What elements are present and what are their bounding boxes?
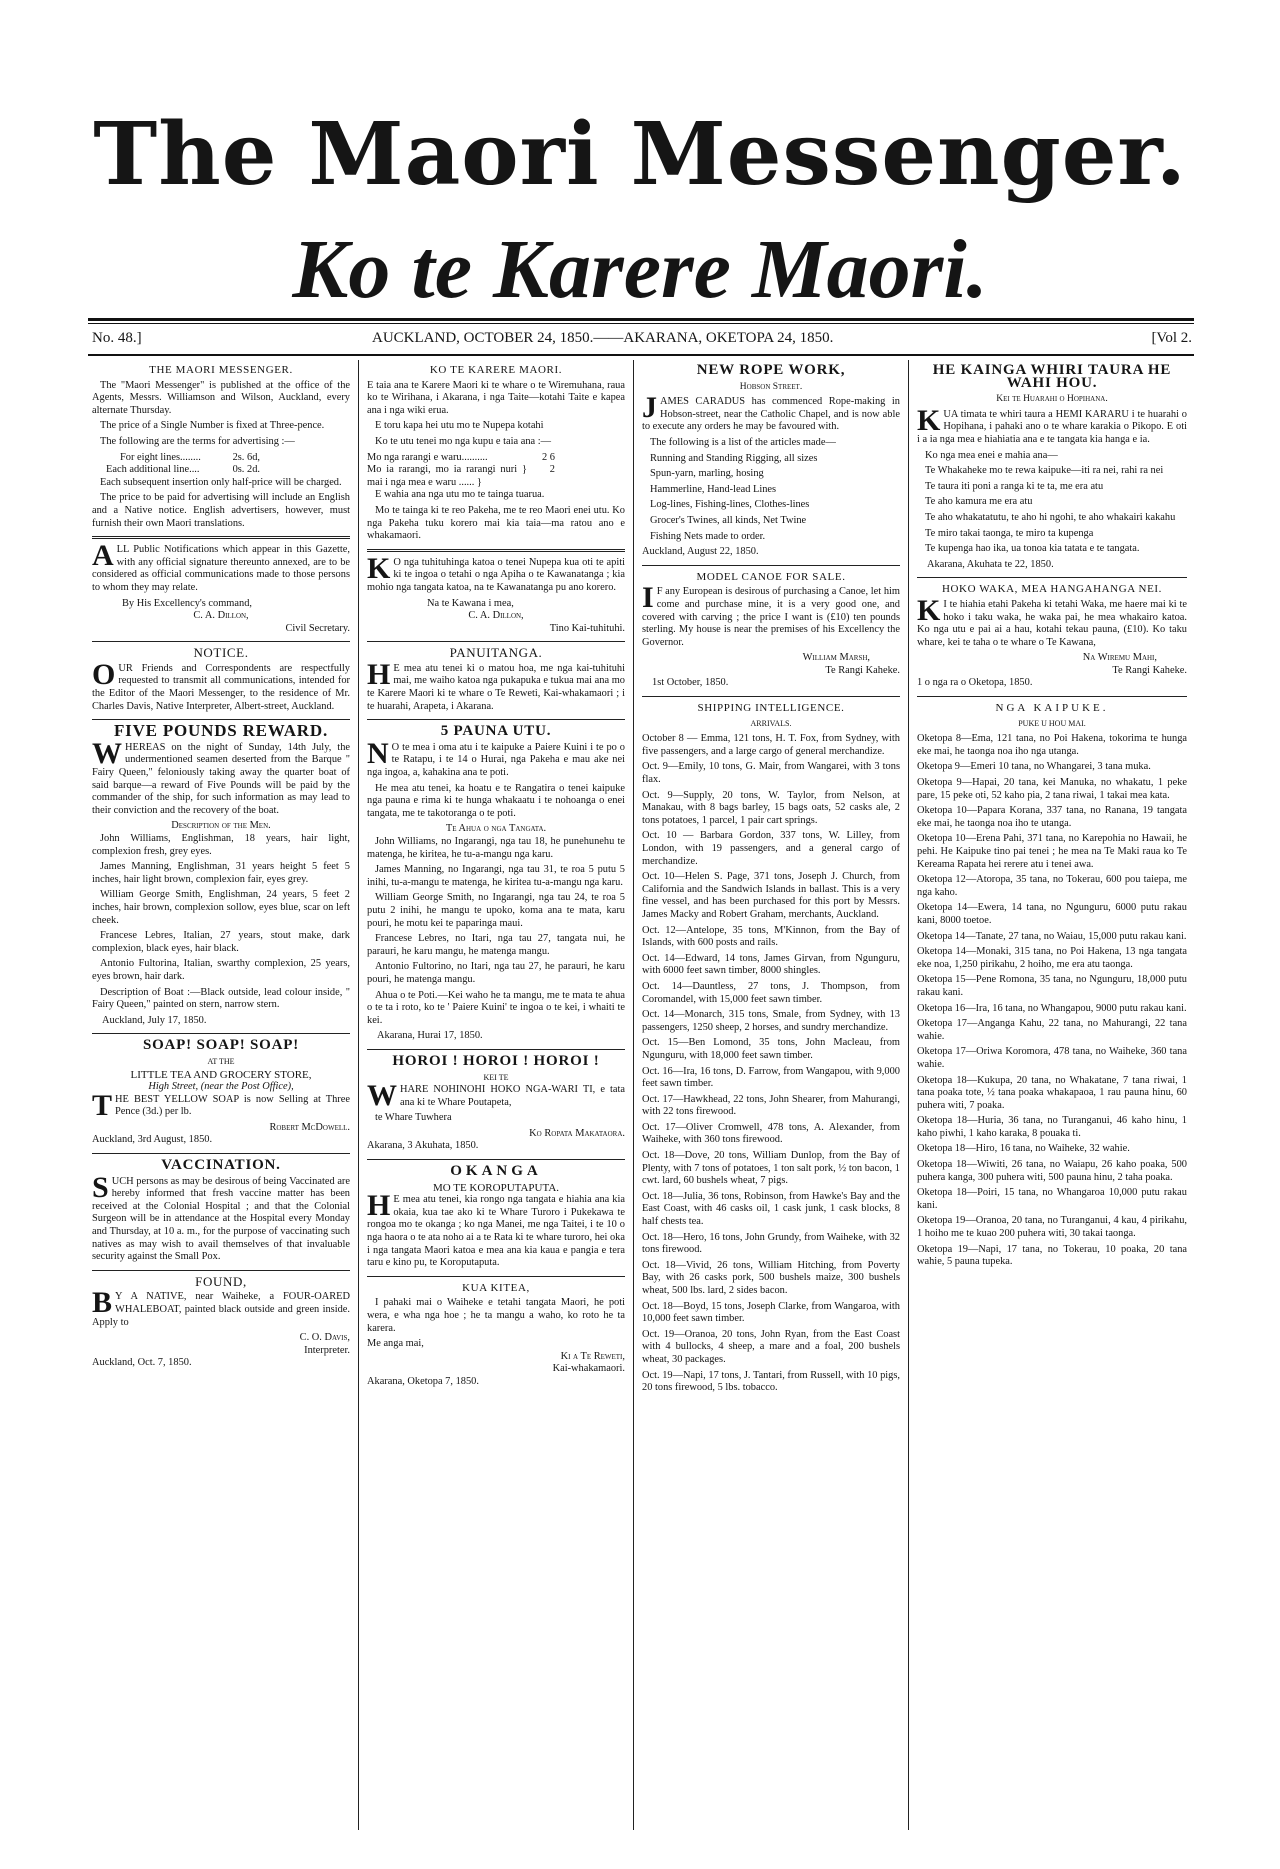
separator bbox=[917, 696, 1187, 697]
dateline-text: Auckland, Oct. 7, 1850. bbox=[92, 1357, 192, 1369]
signature-line: Te Rangi Kaheke. bbox=[825, 664, 900, 676]
store-name: LITTLE TEA AND GROCERY STORE, bbox=[130, 1068, 312, 1081]
article-subheading: ARRIVALS. bbox=[750, 718, 792, 728]
shipping-arrival: Oketopa 19—Oranoa, 20 tana, no Turanganui, 4 kau, 4 pirikahu, 1 hoiho me te kuao 200 puhera witi, 30 takai taonga. bbox=[917, 1215, 1187, 1240]
shipping-arrival: Oketopa 17—Anganga Kahu, 22 tana, no Mahurangi, 22 tana wahie. bbox=[917, 1018, 1187, 1042]
price-value: 2s. 6d, bbox=[232, 451, 260, 463]
paragraph: The price to be paid for advertising will include an English and a Native notice. English advertisers, however, must furnish their own Maori translations. bbox=[92, 492, 350, 529]
paragraph: Antonio Fultorina, Italian, swarthy complexion, 25 years, eyes brown, hair dark. bbox=[92, 958, 350, 982]
article-heading: MODEL CANOE FOR SALE. bbox=[696, 570, 846, 583]
column-divider bbox=[633, 360, 634, 1830]
column-divider bbox=[908, 360, 909, 1830]
paragraph: William George Smith, Englishman, 24 years, 5 feet 2 inches, hair brown, complexion sollow, eyes blue, scar on left cheek. bbox=[92, 889, 350, 926]
paragraph: Antonio Fultorino, no Itari, nga tau 27, he parauri, he karu pouri, he matenga mangu. bbox=[367, 961, 625, 985]
paragraph: Ahua o te Poti.—Kei waho he ta mangu, me te mata te ahua o te ta i roto, ko te ' Paiere Kuini' te ingoa o te kei, i whaiti te kei. bbox=[367, 989, 625, 1026]
paragraph: James Manning, no Ingarangi, nga tau 31, te roa 5 putu 5 inihi, tu-a-mangu te matenga, he kiritea tu-a-mangu nga karu. bbox=[367, 864, 625, 888]
paragraph: Francese Lebres, Italian, 27 years, stout make, dark complexion, black eyes, hair black. bbox=[92, 930, 350, 954]
article-heading: THE MAORI MESSENGER. bbox=[149, 364, 293, 376]
shipping-arrival: Oketopa 12—Atoropa, 35 tana, no Tokerau, 600 pou taiepa, me nga kaho. bbox=[917, 874, 1187, 898]
list-item: Te Whakaheke mo te rewa kaipuke—iti ra nei, rahi ra nei bbox=[925, 465, 1164, 477]
price-value: 2 6 bbox=[542, 451, 555, 463]
separator bbox=[92, 1153, 350, 1154]
shipping-arrival: Oketopa 14—Monaki, 315 tana, no Poi Hakena, 13 nga tangata eke noa, 1,250 pirikahu, 2 hoiho, me era atu taonga. bbox=[917, 946, 1187, 970]
list-item: Ko nga mea enei e mahia ana— bbox=[925, 449, 1058, 461]
separator bbox=[367, 549, 625, 552]
volume-number: [Vol 2. bbox=[1151, 330, 1192, 346]
separator bbox=[92, 1033, 350, 1034]
separator bbox=[917, 577, 1187, 578]
article-subheading: Kei te Huarahi o Hopihana. bbox=[996, 394, 1108, 405]
paragraph: Description of Boat :—Black outside, lead colour inside, " Fairy Queen," painted on stern, narrow stern. bbox=[92, 986, 350, 1011]
list-item: Te miro takai taonga, te miro ta kupenga bbox=[925, 527, 1094, 539]
article-heading: KO TE KARERE MAORI. bbox=[429, 364, 563, 376]
article-heading: VACCINATION. bbox=[161, 1157, 281, 1174]
separator bbox=[92, 719, 350, 720]
paragraph: The price of a Single Number is fixed at Three-pence. bbox=[100, 420, 325, 432]
signature-line: Tino Kai-tuhituhi. bbox=[549, 622, 625, 634]
shipping-arrival: Oketopa 9—Emeri 10 tana, no Whangarei, 3 tana muka. bbox=[917, 761, 1151, 773]
list-item: Log-lines, Fishing-lines, Clothes-lines bbox=[650, 499, 810, 511]
paragraph: KO nga tuhituhinga katoa o tenei Nupepa kua oti te apiti ki te ingoa o tetahi o nga Apiha o te Kawanatanga ; kia mohio nga tangata katoa, na te Kawanatanga pu ano korero. bbox=[367, 551, 625, 593]
article-heading: NGA KAIPUKE. bbox=[995, 702, 1109, 715]
article-subheading: MO TE KOROPUTAPUTA. bbox=[432, 1181, 560, 1194]
shipping-arrival: Oketopa 14—Tanate, 27 tana, no Waiau, 15,000 putu rakau kani. bbox=[917, 930, 1187, 942]
separator bbox=[367, 719, 625, 720]
shipping-arrival: Oct. 14—Dauntless, 27 tons, J. Thompson, from Coromandel, with 15,000 feet sawn timber. bbox=[642, 980, 900, 1005]
article-heading: HE KAINGA WHIRI TAURA HE WAHI HOU. bbox=[932, 362, 1172, 391]
list-item: Te taura iti poni a ranga ki te ta, me era atu bbox=[925, 480, 1104, 492]
paragraph: BY A NATIVE, near Waiheke, a FOUR-OARED WHALEBOAT, painted black outside and green inside. Apply to bbox=[92, 1286, 350, 1328]
small-text: AT THE bbox=[207, 1056, 235, 1066]
paragraph: te Whare Tuwhera bbox=[375, 1112, 452, 1124]
paragraph: Mo te tainga ki te reo Pakeha, me te reo Maori enei utu. Ko nga Pakeha tuku korero mai kia taia—ma ratou ano e whakamaori. bbox=[367, 504, 625, 542]
shipping-arrival: Oketopa 10—Papara Korana, 337 tana, no Ranana, 19 tangata eke mai, he taonga noa iho te utanga. bbox=[917, 805, 1187, 829]
signature-line: Civil Secretary. bbox=[285, 622, 350, 634]
article-heading: SHIPPING INTELLIGENCE. bbox=[697, 702, 845, 715]
shipping-arrival: Oct. 18—Boyd, 15 tons, Joseph Clarke, from Wangaroa, with 10,000 feet sawn timber. bbox=[642, 1300, 900, 1325]
dateline-text: Akarana, 3 Akuhata, 1850. bbox=[367, 1140, 479, 1152]
paragraph: HE mea atu tenei ki o matou hoa, me nga kai-tuhituhi mai, me waiho katoa nga pukapuka e tukua mai ana mo te Karere Maori ki te whare o Te Reweti, Kai-whakamaori ; i te huarahi, Arapeta, i Akarana. bbox=[367, 657, 625, 712]
paragraph: E taia ana te Karere Maori ki te whare o te Wiremuhana, raua ko te Wirihana, i Akarana, i nga Taite—kotahi Taite e kapea ana i nga wiki erua. bbox=[367, 379, 625, 416]
shipping-arrival: Oketopa 18—Poiri, 15 tana, no Whangaroa 10,000 putu rakau kani. bbox=[917, 1187, 1187, 1211]
price-value: 2 bbox=[549, 464, 555, 476]
shipping-arrival: Oct. 9—Supply, 20 tons, W. Taylor, from Nelson, at Manakau, with 8 bags barley, 15 bags oats, 52 casks ale, 2 tons potatoes, 1 parcel, 1 pair cart springs. bbox=[642, 789, 900, 826]
separator bbox=[367, 1276, 625, 1277]
signature-line: By His Excellency's command, bbox=[122, 597, 252, 609]
paragraph: Each subsequent insertion only half-price will be charged. bbox=[100, 476, 342, 488]
separator bbox=[92, 641, 350, 642]
shipping-arrival: Oct. 19—Napi, 17 tons, J. Tantari, from Russell, with 10 pigs, 20 tons firewood, 5 lbs. tobacco. bbox=[642, 1369, 900, 1394]
shipping-arrival: Oketopa 17—Oriwa Koromora, 478 tana, no Waiheke, 360 tana wahie. bbox=[917, 1046, 1187, 1070]
article-heading: OKANGA bbox=[450, 1163, 542, 1180]
shipping-arrival: Oct. 14—Edward, 14 tons, James Girvan, from Ngunguru, with 6000 feet sawn timber, 8000 shingles. bbox=[642, 952, 900, 977]
list-item: Hammerline, Hand-lead Lines bbox=[650, 483, 777, 495]
shipping-arrival: Oct. 18—Vivid, 26 tons, William Hitching, from Poverty Bay, with 26 casks pork, 500 bushels maize, 300 bushels wheat, 500 lbs. lard, 2 sides bacon. bbox=[642, 1259, 900, 1296]
list-item: Te kupenga hao ika, ua tonoa kia tatata e te tangata. bbox=[925, 543, 1140, 555]
dateline-text: Akarana, Akuhata te 22, 1850. bbox=[927, 558, 1054, 570]
separator bbox=[367, 1159, 625, 1160]
dateline bbox=[92, 330, 1192, 352]
column-2 bbox=[367, 360, 625, 1830]
masthead-title: The Maori Messenger. bbox=[93, 104, 1187, 205]
paragraph: John Williams, no Ingarangi, nga tau 18, he punehunehu te matenga, he kiritea, he tu-a-mangu nga karu. bbox=[367, 836, 625, 860]
separator bbox=[92, 1270, 350, 1271]
list-item: Spun-yarn, marling, hosing bbox=[650, 468, 764, 480]
paragraph: KI te hiahia etahi Pakeha ki tetahi Waka, me haere mai ki te hoko i taku waka, he waka pai, he mea whakairo katoa. Ko nga utu e pai ai a hau, kotahi tekau pauna, (£10). Ko taku whare, kei te taha o te whare o Te Kawana, bbox=[917, 593, 1187, 648]
article-subheading: PUKE U HOU MAI. bbox=[1018, 718, 1086, 728]
paragraph: KUA timata te whiri taura a HEMI KARARU i te huarahi o Hopihana, i pahaki ano o te whare karakia o Pikopo. E oti i a ia nga mea e hiahiatia ana e te tangata kia hanga e ia. bbox=[917, 403, 1187, 445]
paragraph: HE mea atu tenei, kia rongo nga tangata e hiahia ana kia okaia, kua tae ako ki te Whare Turoro i Pukekawa te rongoa mo te okanga ; ko nga Manei, me nga Taitei, i te 10 o nga haora o te ata noho ai a te Rata ki te whare turoro, hei oka i nga tangata Maori katoa e mea ana kia kaua e pangia e tera taru e kino pu, te Koroputaputa. bbox=[367, 1189, 625, 1269]
issue-date: AUCKLAND, OCTOBER 24, 1850.——AKARANA, OKETOPA 24, 1850. bbox=[372, 330, 834, 346]
paragraph: WHARE NOHINOHI HOKO NGA-WARI TI, e tata ana ki te Whare Poutapeta, bbox=[367, 1079, 625, 1113]
dateline-rule bbox=[88, 354, 1194, 356]
paragraph: ALL Public Notifications which appear in this Gazette, with any official signature thereunto annexed, are to be considered as official communications made to those persons to whom they may relate. bbox=[92, 539, 350, 593]
store-address: High Street, (near the Post Office), bbox=[148, 1081, 294, 1093]
paragraph: He mea atu tenei, ka hoatu e te Rangatira o tenei kaipuke nga pauna e rima ki te hunga whakaatu i te nohoanga o enei tangata, me te takotoranga o te poti. bbox=[367, 782, 625, 819]
issue-number: No. 48.] bbox=[92, 330, 142, 346]
shipping-arrival: Oketopa 15—Pene Romona, 35 tana, no Ngunguru, 18,000 putu rakau kani. bbox=[917, 974, 1187, 998]
price-label: Mo nga rarangi e waru.......... bbox=[367, 451, 488, 463]
paragraph: SUCH persons as may be desirous of being Vaccinated are hereby informed that fresh vaccine matter has been received at the Colonial Hospital ; and that the Colonial Surgeon will be in attendance at the Hospital every Monday and Thursday, at 10 a. m., for the purpose of vaccinating such natives as may wish to avail themselves of that invaluable security against the Small Pox. bbox=[92, 1170, 350, 1263]
dateline-text: Auckland, July 17, 1850. bbox=[102, 1014, 207, 1026]
signature-line: C. A. Dillon, bbox=[468, 610, 524, 622]
shipping-arrival: Oketopa 18—Wiwiti, 26 tana, no Waiapu, 26 kaho poaka, 500 puhera kanga, 300 puhera witi, 500 pauna hinu, 2 taha poaka. bbox=[917, 1159, 1187, 1183]
separator bbox=[642, 696, 900, 697]
article-heading: NEW ROPE WORK, bbox=[696, 362, 846, 378]
shipping-arrival: Oct. 17—Hawkhead, 22 tons, John Shearer, from Mahurangi, with 22 tons firewood. bbox=[642, 1093, 900, 1118]
signature-line: C. A. Dillon, bbox=[193, 610, 249, 622]
shipping-arrival: Oketopa 9—Hapai, 20 tana, kei Manuka, no whakatu, 1 peke pare, 15 peke oti, 52 kaho pia, 2 tana riwai, 1 takai mea kata. bbox=[917, 777, 1187, 801]
masthead-rule-thin bbox=[88, 323, 1194, 324]
paragraph: William George Smith, no Ingarangi, nga tau 24, te roa 5 putu 2 inihi, he mangu te upoko, koma ana te mata, karu pouri, he motu kei te paparinga maui. bbox=[367, 892, 625, 929]
paragraph: The following is a list of the articles made— bbox=[650, 436, 836, 448]
separator bbox=[367, 641, 625, 642]
paragraph: Me anga mai, bbox=[367, 1338, 424, 1350]
paragraph: The "Maori Messenger" is published at the office of the Agents, Messrs. Williamson and Wilson, Auckland, every alternate Thursday. bbox=[92, 379, 350, 416]
paragraph: John Williams, Englishman, 18 years, hair light, complexion fresh, grey eyes. bbox=[92, 833, 350, 857]
signature-line: Robert McDowell. bbox=[269, 1121, 350, 1133]
shipping-arrival: Oketopa 18—Kukupa, 20 tana, no Whakatane, 7 tana riwai, 1 tana poaka tote, ½ tana poaka whakapaoa, 1 rau pauna hinu, 60 puhera witi, 7 poaka. bbox=[917, 1074, 1187, 1111]
separator bbox=[367, 1049, 625, 1050]
separator bbox=[92, 536, 350, 539]
paragraph: James Manning, Englishman, 31 years height 5 feet 5 inches, hair light brown, complexion fair, eyes grey. bbox=[92, 861, 350, 885]
article-heading: HOKO WAKA, MEA HANGAHANGA NEI. bbox=[941, 583, 1163, 596]
article-heading: HOROI ! HOROI ! HOROI ! bbox=[392, 1052, 600, 1069]
shipping-arrival: Oct. 18—Hero, 16 tons, John Grundy, from Waiheke, with 32 tons firewood. bbox=[642, 1231, 900, 1256]
dateline-text: 1st October, 1850. bbox=[652, 677, 729, 689]
list-item: Running and Standing Rigging, all sizes bbox=[650, 452, 818, 464]
paragraph: WHEREAS on the night of Sunday, 14th July, the undermentioned seamen deserted from the Barque " Fairy Queen," feloniously taking away the quarter boat of said barque—a reward of Five Pounds will be paid by the commander of the ship, for such information as may lead to their conviction and the recovery of the boat. bbox=[92, 736, 350, 816]
signature-line: Na Wiremu Mahi, bbox=[1082, 652, 1157, 664]
shipping-arrival: Oketopa 16—Ira, 16 tana, no Whangapou, 9000 putu rakau kani. bbox=[917, 1002, 1187, 1014]
signature-line: Interpreter. bbox=[304, 1344, 350, 1356]
dateline-text: Akarana, Hurai 17, 1850. bbox=[377, 1030, 483, 1042]
paragraph: JAMES CARADUS has commenced Rope-making in Hobson-street, near the Catholic Chapel, and is now able to execute any orders he may be favoured with. bbox=[642, 391, 900, 433]
shipping-arrival: Oct. 10 — Barbara Gordon, 337 tons, W. Lilley, from London, with 19 passengers, and a general cargo of merchandize. bbox=[642, 830, 900, 867]
paragraph: I pahaki mai o Waiheke e tetahi tangata Maori, he poti wera, e wha nga hoe ; he ta mangu a waho, ko roto he ta karera. bbox=[367, 1297, 625, 1334]
column-4 bbox=[917, 360, 1187, 1830]
shipping-arrival: Oketopa 14—Ewera, 14 tana, no Ngunguru, 6000 putu rakau kani, 8000 toetoe. bbox=[917, 902, 1187, 926]
shipping-arrival: Oketopa 10—Erena Pahi, 371 tana, no Karepohia no Hawaii, he pehi. He Kaipuke tino pai tenei ; he mea na Te Maki raua ko Te Kereama Rapata hei rerere atu i tenei awa. bbox=[917, 833, 1187, 870]
article-heading: FOUND, bbox=[195, 1273, 247, 1289]
column-3 bbox=[642, 360, 900, 1830]
dateline-text: 1 o nga ra o Oketopa, 1850. bbox=[917, 677, 1033, 689]
sub-heading: Description of the Men. bbox=[171, 820, 271, 832]
shipping-arrival: Oct. 18—Dove, 20 tons, William Dunlop, from the Bay of Plenty, with 7 tons of potatoes, 1 ton salt pork, ½ ton bacon, 1 cwt. lard, 60 bushels wheat, 7 pigs. bbox=[642, 1150, 900, 1187]
signature-line: Na te Kawana i mea, bbox=[427, 597, 514, 609]
price-label: Each additional line.... bbox=[106, 464, 200, 476]
signature-line: Te Rangi Kaheke. bbox=[1112, 664, 1187, 676]
separator bbox=[642, 565, 900, 566]
shipping-arrival: Oct. 12—Antelope, 35 tons, M'Kinnon, from the Bay of Islands, with 600 posts and rails. bbox=[642, 924, 900, 949]
price-label: Mo ia rarangi, mo ia rarangi nuri } mai i nga mea e waru ...... } bbox=[367, 464, 527, 488]
paragraph: The following are the terms for advertising :— bbox=[100, 435, 295, 447]
shipping-arrival: Oct. 18—Julia, 36 tons, Robinson, from Hawke's Bay and the East Coast, with 46 casks oil, 1 cask junk, 1 cask blocks, 8 half chests tea. bbox=[642, 1190, 900, 1228]
paragraph: E toru kapa hei utu mo te Nupepa kotahi bbox=[375, 420, 544, 432]
signature-line: Ki a Te Reweti, bbox=[560, 1350, 625, 1362]
dateline-text: Auckland, August 22, 1850. bbox=[642, 546, 759, 558]
price-value: 0s. 2d. bbox=[232, 464, 260, 476]
shipping-arrival: Oct. 15—Ben Lomond, 35 tons, John Macleau, from Ngunguru, with 18,000 feet sawn timber. bbox=[642, 1037, 900, 1061]
signature-line: William Marsh, bbox=[802, 652, 870, 664]
list-item: Te aho kamura me era atu bbox=[925, 496, 1033, 508]
masthead-rule bbox=[88, 318, 1194, 321]
paragraph: OUR Friends and Correspondents are respectfully requested to transmit all communications, intended for the Editor of the Maori Messenger, to the residence of Mr. Charles Davis, Native Interpreter, Albert-street, Auckland. bbox=[92, 657, 350, 712]
paragraph: E wahia ana nga utu mo te tainga tuarua. bbox=[375, 489, 545, 501]
article-heading: FIVE POUNDS REWARD. bbox=[113, 721, 329, 741]
shipping-arrival: Oct. 17—Oliver Cromwell, 478 tons, A. Alexander, from Waiheke, with 360 tons firewood. bbox=[642, 1121, 900, 1146]
signature-line: Ko Ropata Makataora. bbox=[529, 1127, 625, 1139]
sub-heading: Te Ahua o nga Tangata. bbox=[445, 823, 547, 835]
shipping-arrival: October 8 — Emma, 121 tons, H. T. Fox, from Sydney, with five passengers, and a large cargo of general merchandize. bbox=[642, 733, 900, 757]
article-heading: KUA KITEA, bbox=[462, 1281, 530, 1294]
dateline-text: Akarana, Oketopa 7, 1850. bbox=[367, 1375, 479, 1387]
paragraph: Francese Lebres, no Itari, nga tau 27, tangata nui, he parauri, he karu mangu, he matenga mangu. bbox=[367, 933, 625, 957]
article-subheading: Hobson Street. bbox=[739, 381, 803, 392]
list-item: Fishing Nets made to order. bbox=[650, 530, 766, 542]
paragraph: NO te mea i oma atu i te kaipuke a Paiere Kuini i te po o te Ratapu, i te 14 o Hurai, nga Pakeha e mau ake nei nga ingoa, a, kahakina ana te poti. bbox=[367, 736, 625, 779]
shipping-arrival: Oketopa 19—Napi, 17 tana, no Tokerau, 10 poaka, 20 tana wahie, 5 pauna tupeka. bbox=[917, 1243, 1187, 1268]
small-text: KEI TE bbox=[483, 1072, 509, 1082]
price-label: For eight lines........ bbox=[120, 451, 201, 463]
list-item: Te aho whakatatutu, te aho hi ngohi, te aho whakairi kakahu bbox=[925, 511, 1176, 523]
masthead-subtitle: Ko te Karere Maori. bbox=[292, 223, 988, 316]
shipping-arrival: Oct. 10—Helen S. Page, 371 tons, Joseph J. Church, from California and the Sandwich Islands in ballast. This is a very fine vessel, and has been purchased for this port by Messrs. James Macky and Robert Graham, merchants, Auckland. bbox=[642, 871, 900, 920]
dateline-text: Auckland, 3rd August, 1850. bbox=[92, 1134, 213, 1146]
shipping-arrival: Oketopa 18—Hiro, 16 tana, no Waiheke, 32 wahie. bbox=[917, 1143, 1130, 1155]
article-heading: 5 PAUNA UTU. bbox=[440, 723, 552, 740]
article-heading: SOAP! SOAP! SOAP! bbox=[142, 1037, 300, 1054]
shipping-arrival: Oct. 14—Monarch, 315 tons, Smale, from Sydney, with 13 passengers, 1250 sheep, 2 horses, and sundry merchandize. bbox=[642, 1009, 900, 1033]
paragraph: Ko te utu tenei mo nga kupu e taia ana :— bbox=[375, 435, 552, 447]
paragraph: THE BEST YELLOW SOAP is now Selling at Three Pence (3d.) per lb. bbox=[92, 1088, 350, 1122]
article-heading: NOTICE. bbox=[193, 645, 249, 661]
shipping-arrival: Oct. 16—Ira, 16 tons, D. Farrow, from Wangapou, with 9,000 feet sawn timber. bbox=[642, 1065, 900, 1090]
article-heading: PANUITANGA. bbox=[449, 645, 543, 661]
list-item: Grocer's Twines, all kinds, Net Twine bbox=[650, 514, 807, 526]
shipping-arrival: Oct. 9—Emily, 10 tons, G. Mair, from Wangarei, with 3 tons flax. bbox=[642, 761, 900, 786]
paragraph: IF any European is desirous of purchasing a Canoe, let him come and purchase mine, it is a very good one, and covered with carving ; the price I want is (£10) ten pounds sterling. My house is near the premises of his Excellency the Governor. bbox=[642, 581, 900, 648]
column-divider bbox=[358, 360, 359, 1830]
signature-line: C. O. Davis, bbox=[299, 1332, 350, 1344]
shipping-arrival: Oketopa 18—Huria, 36 tana, no Turanganui, 46 kaho hinu, 1 kaho piwhi, 1 kaho karaka, 8 pouaka ti. bbox=[917, 1115, 1187, 1139]
column-1 bbox=[92, 360, 350, 1830]
shipping-arrival: Oct. 19—Oranoa, 20 tons, John Ryan, from the East Coast with 4 bullocks, 4 sheep, a mare and a foal, 200 bushels wheat, 30 packages. bbox=[642, 1328, 900, 1365]
signature-line: Kai-whakamaori. bbox=[552, 1363, 625, 1375]
shipping-arrival: Oketopa 8—Ema, 121 tana, no Poi Hakena, tokorima te hunga eke mai, he taonga noa iho nga utanga. bbox=[917, 733, 1187, 757]
